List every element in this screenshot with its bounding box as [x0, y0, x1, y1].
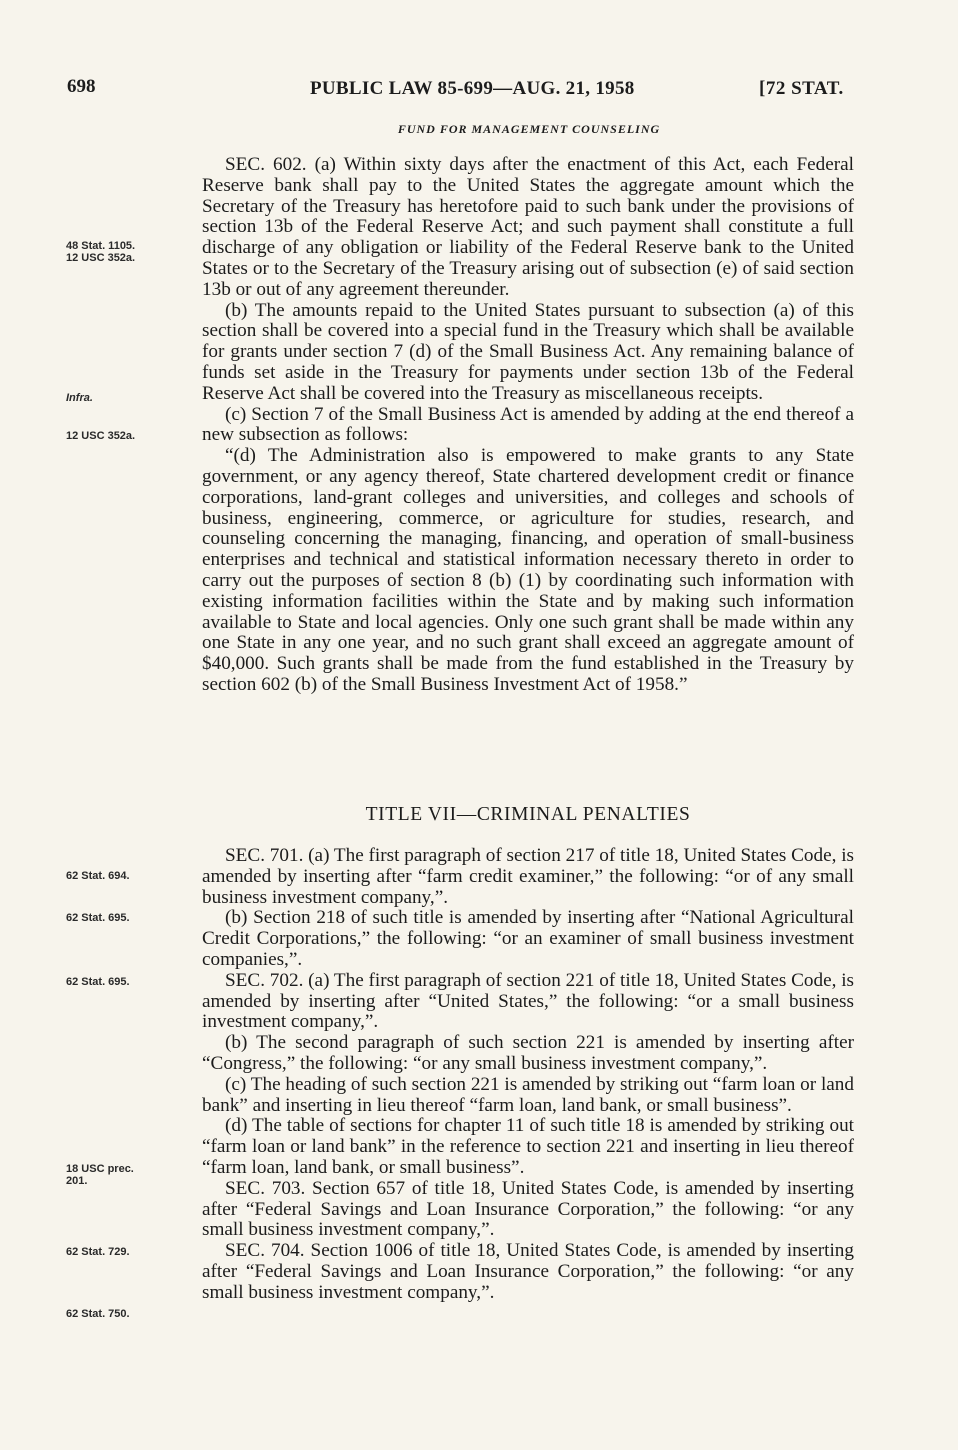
sec-602-quoted-subsection-d: “(d) The Administration also is empowered to make grants to any State government, or any agency thereof, State chartered development credit or finance corporations, land-grant colleges and universities, and colleges and schools of business, engineering, commerce, or agriculture for studies, research, and counseling concerning the managing, financing, and operation of small-business enterprises and technical and statistical information necessary thereto in order to carry out the purposes of section 8 (b) (1) by coordinating such information with existing information facilities within the State and by making such information available to State and local agencies. Only one such grant shall be made within any one State in any one year, and no such grant shall exceed an aggregate amount of $40,000. Such grants shall be made from the fund established in the Treasury by section 602 (b) of the Small Business Investment Act of 1958.” [202, 445, 854, 695]
sec-602-b: (b) The amounts repaid to the United States pursuant to subsection (a) of this section shall be covered into a special fund in the Treasury which shall be available for grants under section 7 (d) of the Small Business Act. Any remaining balance of funds set aside in the Treasury for payments under section 13b of the Federal Reserve Act shall be covered into the Treasury as miscellaneous receipts. [202, 299, 854, 404]
sec-702-b: (b) The second paragraph of such section 221 is amended by inserting after “Congress,” the following: “or any small business investment company,”. [202, 1032, 854, 1074]
sec-703: SEC. 703. Section 657 of title 18, United States Code, is amended by inserting after “Federal Savings and Loan Insurance Corporation,” the following: “or any small business investment company,”. [202, 1177, 854, 1241]
margin-note [66, 240, 196, 264]
sec-702-c: (c) The heading of such section 221 is amended by striking out “farm loan or land bank” and inserting in lieu thereof “farm loan, land bank, or small business”. [202, 1073, 854, 1116]
title-vii-heading: TITLE VII—CRIMINAL PENALTIES [365, 804, 691, 825]
sec-701-a: SEC. 701. (a) The first paragraph of section 217 of title 18, United States Code, is amended by inserting after “farm credit examiner,” the following: “or of any small business investment company,”. [202, 845, 854, 908]
margin-note-line: 201. [66, 1175, 88, 1187]
sec-704: SEC. 704. Section 1006 of title 18, United States Code, is amended by inserting after “Federal Savings and Loan Insurance Corporation,” the following: “or any small business investment company,”. [202, 1240, 854, 1303]
sec-602-a: SEC. 602. (a) Within sixty days after the enactment of this Act, each Federal Reserve bank shall pay to the United States the aggregate amount which the Secretary of the Treasury has heretofore paid to such bank under the provisions of section 13b of the Federal Reserve Act; and such payment shall constitute a full discharge of any obligation or liability of the Federal Reserve bank to the United States or to the Secretary of the Treasury arising out of subsection (e) of said section 13b or out of any agreement thereunder. [202, 154, 854, 300]
sec-701-b: (b) Section 218 of such title is amended by inserting after “National Agricultural Credit Corporations,” the following: “or an examiner of small business investment companies,”. [202, 907, 854, 970]
margin-note: 62 Stat. 695. [66, 912, 130, 924]
margin-note: 62 Stat. 694. [66, 870, 130, 882]
page-number: 698 [67, 76, 96, 97]
margin-note [66, 1163, 196, 1187]
statute-citation: [72 STAT. [759, 78, 844, 99]
margin-note: 62 Stat. 750. [66, 1308, 130, 1320]
margin-note: 62 Stat. 695. [66, 976, 130, 988]
margin-note: 62 Stat. 729. [66, 1246, 130, 1258]
margin-note-line: 48 Stat. 1105. [66, 240, 136, 252]
margin-note-line: 12 USC 352a. [66, 252, 136, 264]
sec-702-a: SEC. 702. (a) The first paragraph of section 221 of title 18, United States Code, is amended by inserting after “United States,” the following: “or a small business investment company,”. [202, 969, 854, 1033]
section-caption: FUND FOR MANAGEMENT COUNSELING [397, 122, 661, 136]
sec-702-d: (d) The table of sections for chapter 11 of such title 18 is amended by striking out “farm loan or land bank” in the reference to section 221 and inserting in lieu thereof “farm loan, land bank, or small business”. [202, 1115, 854, 1178]
margin-note: Infra. [66, 392, 93, 404]
sec-602-c: (c) Section 7 of the Small Business Act is amended by adding at the end thereof a new subsection as follows: [202, 403, 854, 446]
margin-note: 12 USC 352a. [66, 430, 136, 442]
title-vii-body [202, 846, 854, 1304]
sec-602-body [202, 155, 854, 696]
margin-note-line: 18 USC prec. [66, 1163, 134, 1175]
running-head: PUBLIC LAW 85-699—AUG. 21, 1958 [310, 78, 635, 99]
